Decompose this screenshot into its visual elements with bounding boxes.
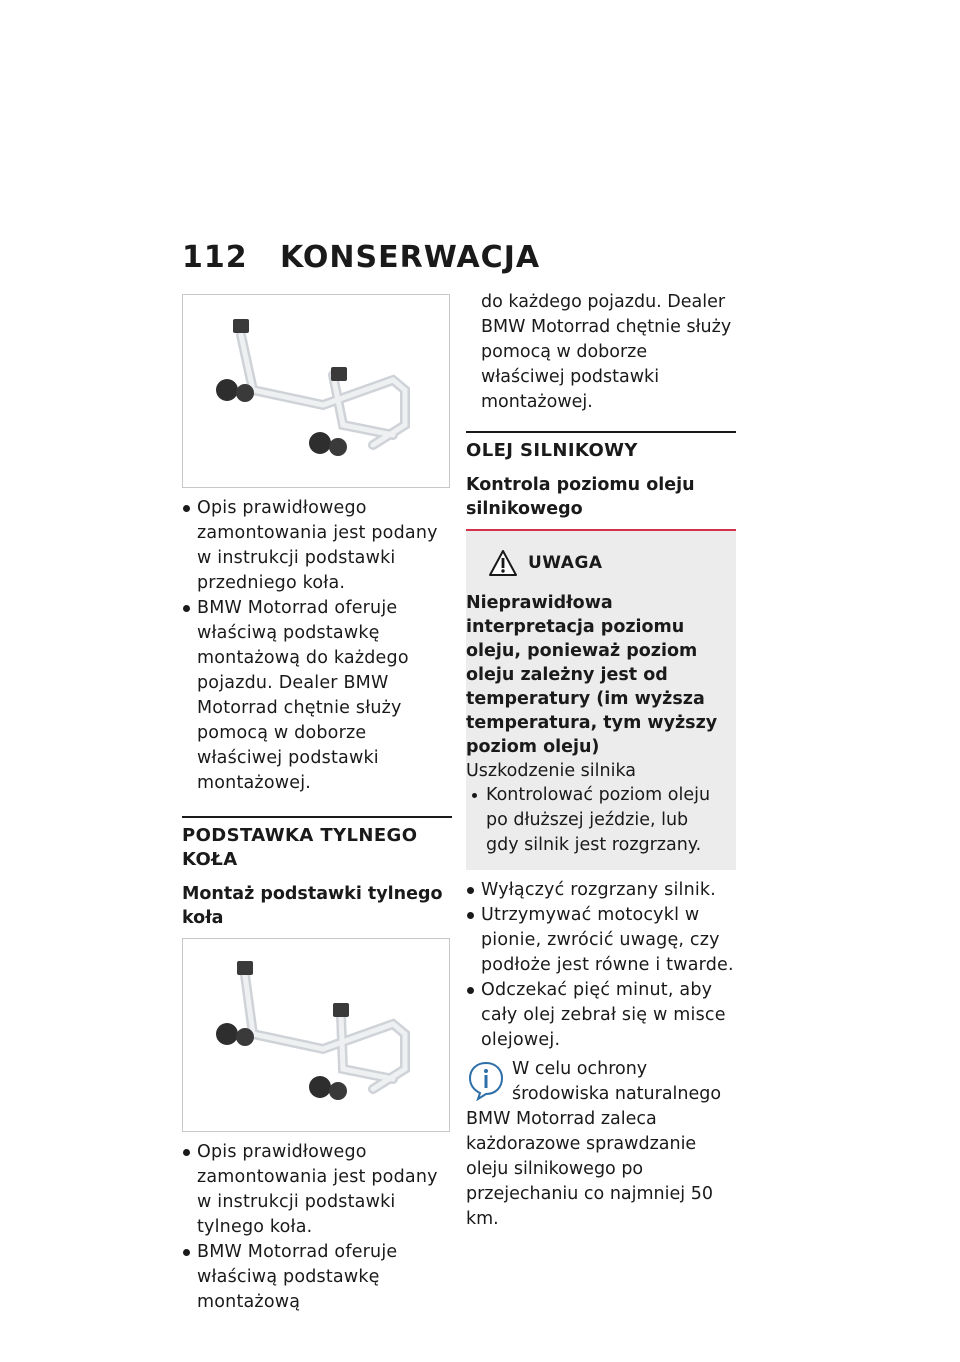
paddock-stand-front-image [183, 295, 449, 487]
section-title-engine-oil: OLEJ SILNIKOWY [466, 431, 736, 463]
warning-consequence: Uszkodzenie silnika [466, 761, 637, 781]
subtitle-rear-stand: Montaż podstawki tylnego koła [182, 884, 443, 928]
paddock-stand-rear-image [183, 939, 449, 1131]
list-item: Wyłączyć rozgrzany silnik. [466, 878, 736, 903]
list-item: BMW Motorrad oferuje właściwą podstawkę montażową [182, 1240, 452, 1315]
list-item: BMW Motorrad oferuje właściwą podstawkę montażową do każdego pojazdu. Dealer BMW Motorrad chętnie służy pomocą w doborze właściwej podstawki montażowej. [182, 596, 452, 796]
environment-info [466, 1057, 736, 1232]
page-header [182, 240, 540, 275]
left-column [182, 294, 452, 1315]
warning-header [488, 541, 726, 585]
chapter-title: KONSERWACJA [280, 240, 541, 275]
info-text: W celu ochrony środowiska naturalnego BMW Motorrad zaleca każdorazowe sprawdzanie oleju silnikowego po przejechaniu co najmniej 50 km. [466, 1059, 722, 1229]
warning-box [466, 529, 736, 870]
list-item: Utrzymywać motocykl w pionie, zwrócić uwagę, czy podłoże jest równe i twarde. [466, 903, 736, 978]
warning-triangle-icon [488, 549, 518, 577]
page-number: 112 [182, 240, 248, 275]
rear-stand-illustration [182, 938, 450, 1132]
rear-stand-bullets [182, 1140, 452, 1315]
list-item: Kontrolować poziom oleju po dłuższej jeździe, lub gdy silnik jest rozgrzany. [466, 783, 726, 858]
rear-stand-continuation: do każdego pojazdu. Dealer BMW Motorrad chętnie służy pomocą w doborze właściwej podstawki montażowej. [481, 292, 732, 412]
front-stand-illustration [182, 294, 450, 488]
info-icon [466, 1059, 506, 1101]
list-item: Odczekać pięć minut, aby cały olej zebrał się w misce olejowej. [466, 978, 736, 1053]
list-item: Opis prawidłowego zamontowania jest podany w instrukcji podstawki tylnego koła. [182, 1140, 452, 1240]
warning-actions [466, 783, 726, 858]
oil-check-steps [466, 878, 736, 1053]
front-stand-bullets [182, 496, 452, 796]
list-item: Opis prawidłowego zamontowania jest podany w instrukcji podstawki przedniego koła. [182, 496, 452, 596]
right-column [466, 290, 736, 1232]
subtitle-oil-check: Kontrola poziomu oleju silnikowego [466, 475, 695, 519]
warning-label: UWAGA [528, 553, 603, 573]
warning-cause: Nieprawidłowa interpretacja poziomu oleju, ponieważ poziom oleju zależny jest od temperatury (im wyższa temperatura, tym wyższy poziom oleju) [466, 593, 718, 757]
section-title-rear-stand: PODSTAWKA TYLNEGO KOŁA [182, 816, 452, 872]
